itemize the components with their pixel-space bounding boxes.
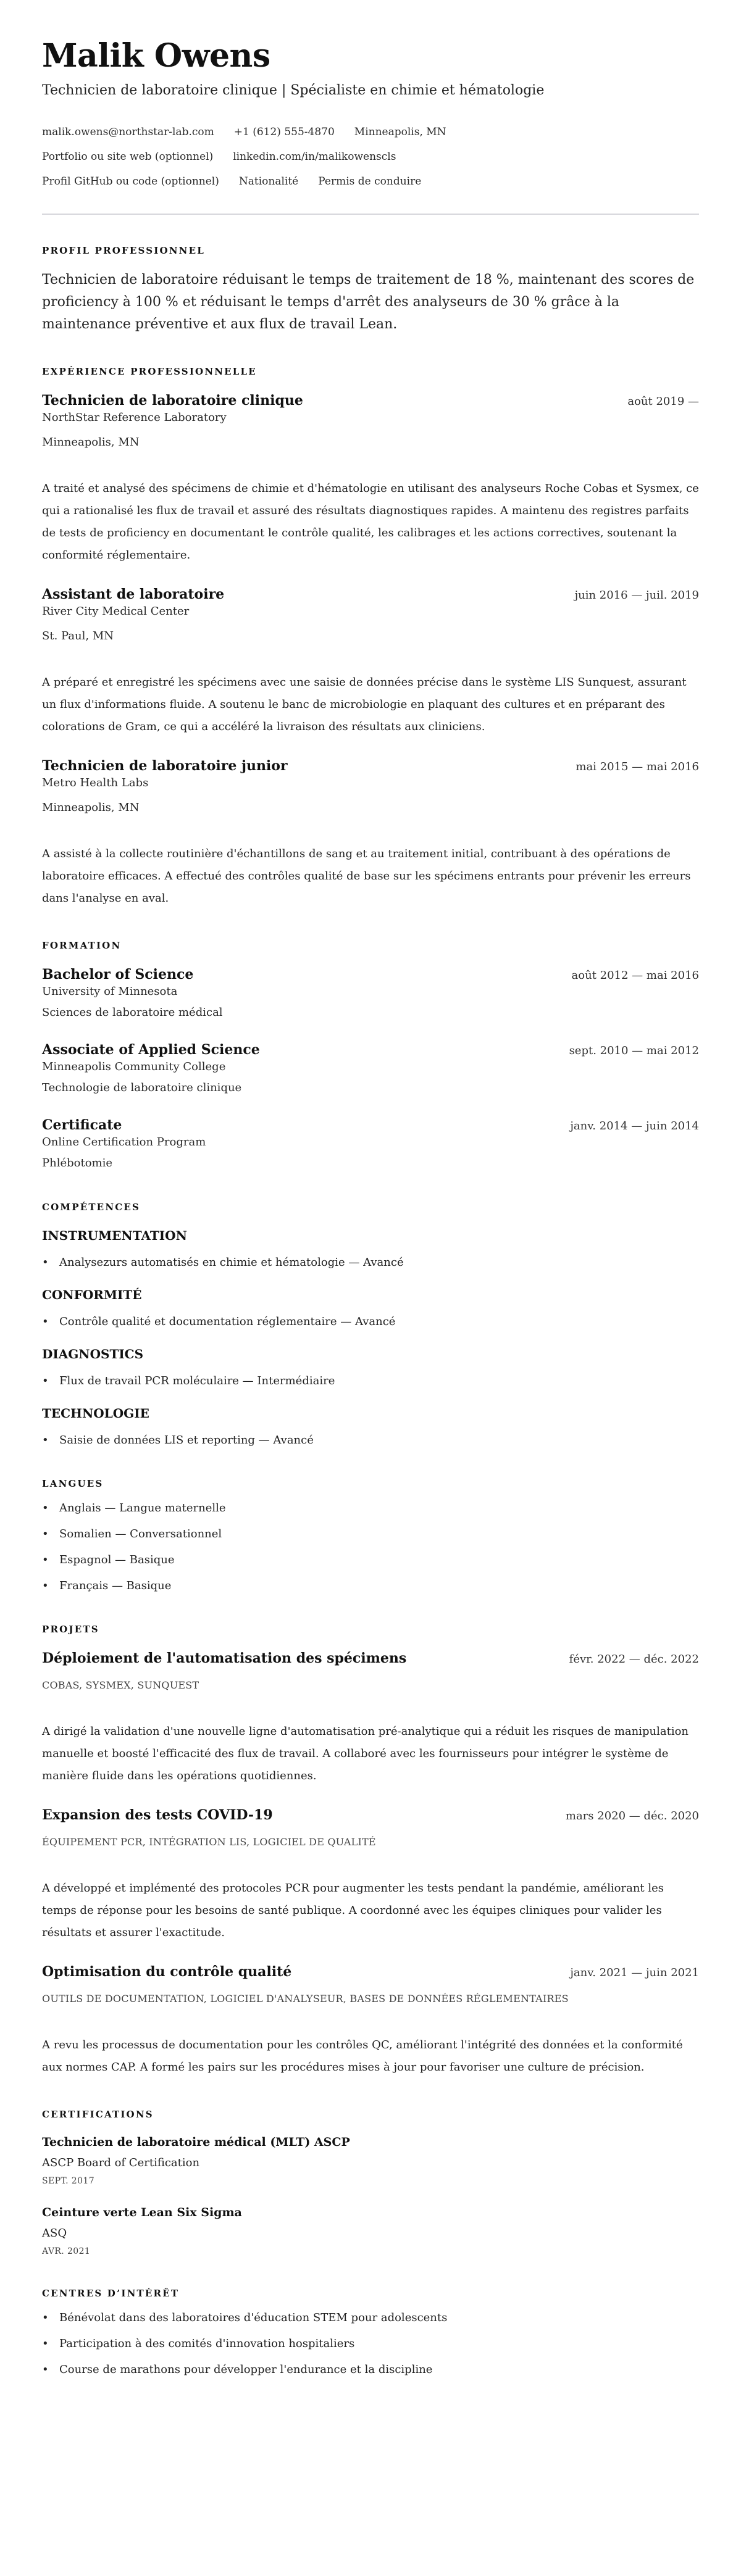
experience-entry: [42, 757, 699, 910]
job-location: Minneapolis, MN: [42, 801, 140, 814]
section-certifications: [42, 2108, 699, 2258]
project-description: A dirigé la validation d'une nouvelle ligne d'automatisation pré-analytique qui a réduit les risques de manipulation manuelle et boosté l'efficacité des flux de travail. A collaboré avec les fournisseurs pour intégrer le système de manière fluide dans les opérations quotidiennes.: [42, 1725, 689, 1782]
education-list: [42, 965, 699, 1171]
section-projects: [42, 1623, 699, 2079]
language-item: • Espagnol — Basique: [42, 1553, 699, 1568]
field-of-study: Technologie de laboratoire clinique: [42, 1081, 242, 1094]
interest-item: • Course de marathons pour développer l'endurance et la discipline: [42, 2362, 699, 2377]
section-experience: [42, 365, 699, 910]
section-skills: [42, 1201, 699, 1448]
skill-item: • Contrôle qualité et documentation réglementaire — Avancé: [42, 1315, 699, 1329]
degree-title: Certificate: [42, 1117, 122, 1133]
section-title-languages: LANGUES: [42, 1478, 104, 1489]
section-summary: [42, 244, 699, 336]
skill-item: • Saisie de données LIS et reporting — Avancé: [42, 1433, 699, 1448]
contact-portfolio[interactable]: Portfolio ou site web (optionnel): [42, 151, 214, 163]
field-of-study: Phlébotomie: [42, 1157, 113, 1170]
contact-row-3: [42, 174, 699, 189]
education-entry: [42, 965, 699, 1021]
section-title-interests: CENTRES D’INTÉRÊT: [42, 2288, 180, 2299]
job-title: Technicien de laboratoire clinique: [42, 393, 303, 409]
school-name: Minneapolis Community College: [42, 1060, 226, 1073]
experience-entry: [42, 391, 699, 567]
section-languages: [42, 1477, 699, 1593]
skill-group: [42, 1227, 699, 1270]
education-dates: sept. 2010 — mai 2012: [569, 1044, 699, 1057]
interests-list: [42, 2311, 699, 2377]
contact-row-2: [42, 149, 699, 164]
certification-date: AVR. 2021: [42, 2246, 91, 2256]
summary-text: Technicien de laboratoire réduisant le temps de traitement de 18 %, maintenant des scores de proficiency à 100 % et réduisant le temps d'arrêt des analyseurs de 30 % grâce à la maintenance préventive et aux flux de travail Lean.: [42, 272, 695, 332]
section-title-skills: COMPÉTENCES: [42, 1202, 141, 1213]
job-description: A traité et analysé des spécimens de chimie et d'hématologie en utilisant des analyseurs Roche Cobas et Sysmex, ce qui a rationalisé les flux de travail et assuré des résultats diagnostiques rapides. A maintenu des registres parfaits de tests de proficiency en documentant le contrôle qualité, les calibrages et les actions correctives, soutenant la conformité réglementaire.: [42, 482, 699, 562]
skill-category: INSTRUMENTATION: [42, 1228, 187, 1243]
section-title-projects: PROJETS: [42, 1624, 99, 1635]
skill-group: [42, 1345, 699, 1389]
job-dates: juin 2016 — juil. 2019: [574, 589, 699, 602]
job-title: Assistant de laboratoire: [42, 586, 225, 602]
section-title-education: FORMATION: [42, 940, 122, 951]
certification-date: SEPT. 2017: [42, 2176, 95, 2186]
skill-item: • Flux de travail PCR moléculaire — Intermédiaire: [42, 1374, 699, 1389]
job-description: A préparé et enregistré les spécimens avec une saisie de données précise dans le système LIS Sunquest, assurant un flux d'informations fluide. A soutenu le banc de microbiologie en plaquant des cultures et en préparant des colorations de Gram, ce qui a accéléré la livraison des résultats aux cliniciens.: [42, 676, 687, 733]
certification-issuer: ASCP Board of Certification: [42, 2156, 200, 2169]
job-company: River City Medical Center: [42, 605, 190, 618]
project-dates: janv. 2021 — juin 2021: [570, 1966, 699, 1979]
degree-title: Associate of Applied Science: [42, 1042, 260, 1058]
resume-header: [42, 36, 699, 215]
job-location: St. Paul, MN: [42, 629, 114, 642]
project-name: Déploiement de l'automatisation des spécimens: [42, 1650, 407, 1666]
language-item: • Anglais — Langue maternelle: [42, 1501, 699, 1516]
certifications-list: [42, 2134, 699, 2258]
skill-item: • Analysezurs automatisés en chimie et hématologie — Avancé: [42, 1255, 699, 1270]
skills-groups: [42, 1227, 699, 1448]
experience-entry: [42, 585, 699, 738]
language-item: • Français — Basique: [42, 1579, 699, 1593]
field-of-study: Sciences de laboratoire médical: [42, 1006, 223, 1019]
candidate-headline: Technicien de laboratoire clinique | Spécialiste en chimie et hématologie: [42, 83, 545, 98]
contact-location: Minneapolis, MN: [354, 126, 446, 138]
project-description: A revu les processus de documentation pour les contrôles QC, améliorant l'intégrité des données et la conformité aux normes CAP. A formé les pairs sur les procédures mises à jour pour favoriser une culture de précision.: [42, 2038, 683, 2074]
projects-list: [42, 1649, 699, 2079]
certification-name: Technicien de laboratoire médical (MLT) ASCP: [42, 2135, 350, 2149]
section-education: [42, 939, 699, 1171]
contact-linkedin[interactable]: linkedin.com/in/malikowenscls: [233, 151, 396, 163]
degree-title: Bachelor of Science: [42, 966, 194, 983]
job-company: NorthStar Reference Laboratory: [42, 411, 227, 424]
certification-name: Ceinture verte Lean Six Sigma: [42, 2206, 242, 2219]
contact-email[interactable]: malik.owens@northstar-lab.com: [42, 126, 214, 138]
job-location: Minneapolis, MN: [42, 436, 140, 449]
job-company: Metro Health Labs: [42, 776, 149, 789]
project-entry: [42, 1963, 699, 2079]
candidate-name: Malik Owens: [42, 37, 270, 75]
job-dates: mai 2015 — mai 2016: [576, 760, 699, 773]
skill-category: CONFORMITÉ: [42, 1287, 142, 1302]
school-name: University of Minnesota: [42, 985, 178, 998]
certification-entry: [42, 2204, 699, 2258]
project-description: A développé et implémenté des protocoles PCR pour augmenter les tests pendant la pandémie, améliorant les temps de réponse pour les besoins de santé publique. A coordonné avec les équipes cliniques pour valider les résultats et assurer l'exactitude.: [42, 1882, 664, 1939]
project-tech: COBAS, SYSMEX, SUNQUEST: [42, 1679, 199, 1691]
contact-nationality: Nationalité: [238, 175, 299, 188]
contact-github[interactable]: Profil GitHub ou code (optionnel): [42, 175, 219, 188]
project-dates: févr. 2022 — déc. 2022: [569, 1653, 699, 1666]
skill-category: TECHNOLOGIE: [42, 1406, 149, 1421]
project-name: Optimisation du contrôle qualité: [42, 1964, 292, 1980]
education-dates: août 2012 — mai 2016: [571, 969, 699, 982]
project-name: Expansion des tests COVID-19: [42, 1807, 273, 1823]
section-title-experience: EXPÉRIENCE PROFESSIONNELLE: [42, 366, 257, 377]
languages-list: [42, 1501, 699, 1593]
education-dates: janv. 2014 — juin 2014: [570, 1120, 699, 1132]
job-description: A assisté à la collecte routinière d'échantillons de sang et au traitement initial, contribuant à des opérations de laboratoire efficaces. A effectué des contrôles qualité de base sur les spécimens entrants pour prévenir les erreurs dans l'analyse en aval.: [42, 847, 691, 905]
section-title-certifications: CERTIFICATIONS: [42, 2109, 154, 2120]
education-entry: [42, 1116, 699, 1171]
skill-group: [42, 1286, 699, 1329]
job-dates: août 2019 —: [627, 395, 699, 408]
project-entry: [42, 1649, 699, 1787]
interest-item: • Bénévolat dans des laboratoires d'éducation STEM pour adolescents: [42, 2311, 699, 2325]
project-dates: mars 2020 — déc. 2020: [565, 1809, 699, 1822]
contact-row-1: [42, 125, 699, 139]
contact-phone[interactable]: +1 (612) 555-4870: [233, 126, 335, 138]
certification-entry: [42, 2134, 699, 2187]
job-title: Technicien de laboratoire junior: [42, 758, 288, 774]
project-tech: ÉQUIPEMENT PCR, INTÉGRATION LIS, LOGICIEL DE QUALITÉ: [42, 1836, 376, 1848]
education-entry: [42, 1041, 699, 1096]
certification-issuer: ASQ: [42, 2227, 67, 2240]
section-title-summary: PROFIL PROFESSIONNEL: [42, 245, 205, 256]
language-item: • Somalien — Conversationnel: [42, 1527, 699, 1542]
experience-list: [42, 391, 699, 910]
skill-category: DIAGNOSTICS: [42, 1347, 144, 1361]
header-divider: [42, 214, 699, 215]
contact-driving-license: Permis de conduire: [318, 175, 422, 188]
project-tech: OUTILS DE DOCUMENTATION, LOGICIEL D'ANALYSEUR, BASES DE DONNÉES RÉGLEMENTAIRES: [42, 1993, 569, 2005]
section-interests: [42, 2287, 699, 2377]
interest-item: • Participation à des comités d'innovation hospitaliers: [42, 2337, 699, 2351]
school-name: Online Certification Program: [42, 1136, 206, 1149]
skill-group: [42, 1405, 699, 1448]
project-entry: [42, 1806, 699, 1944]
